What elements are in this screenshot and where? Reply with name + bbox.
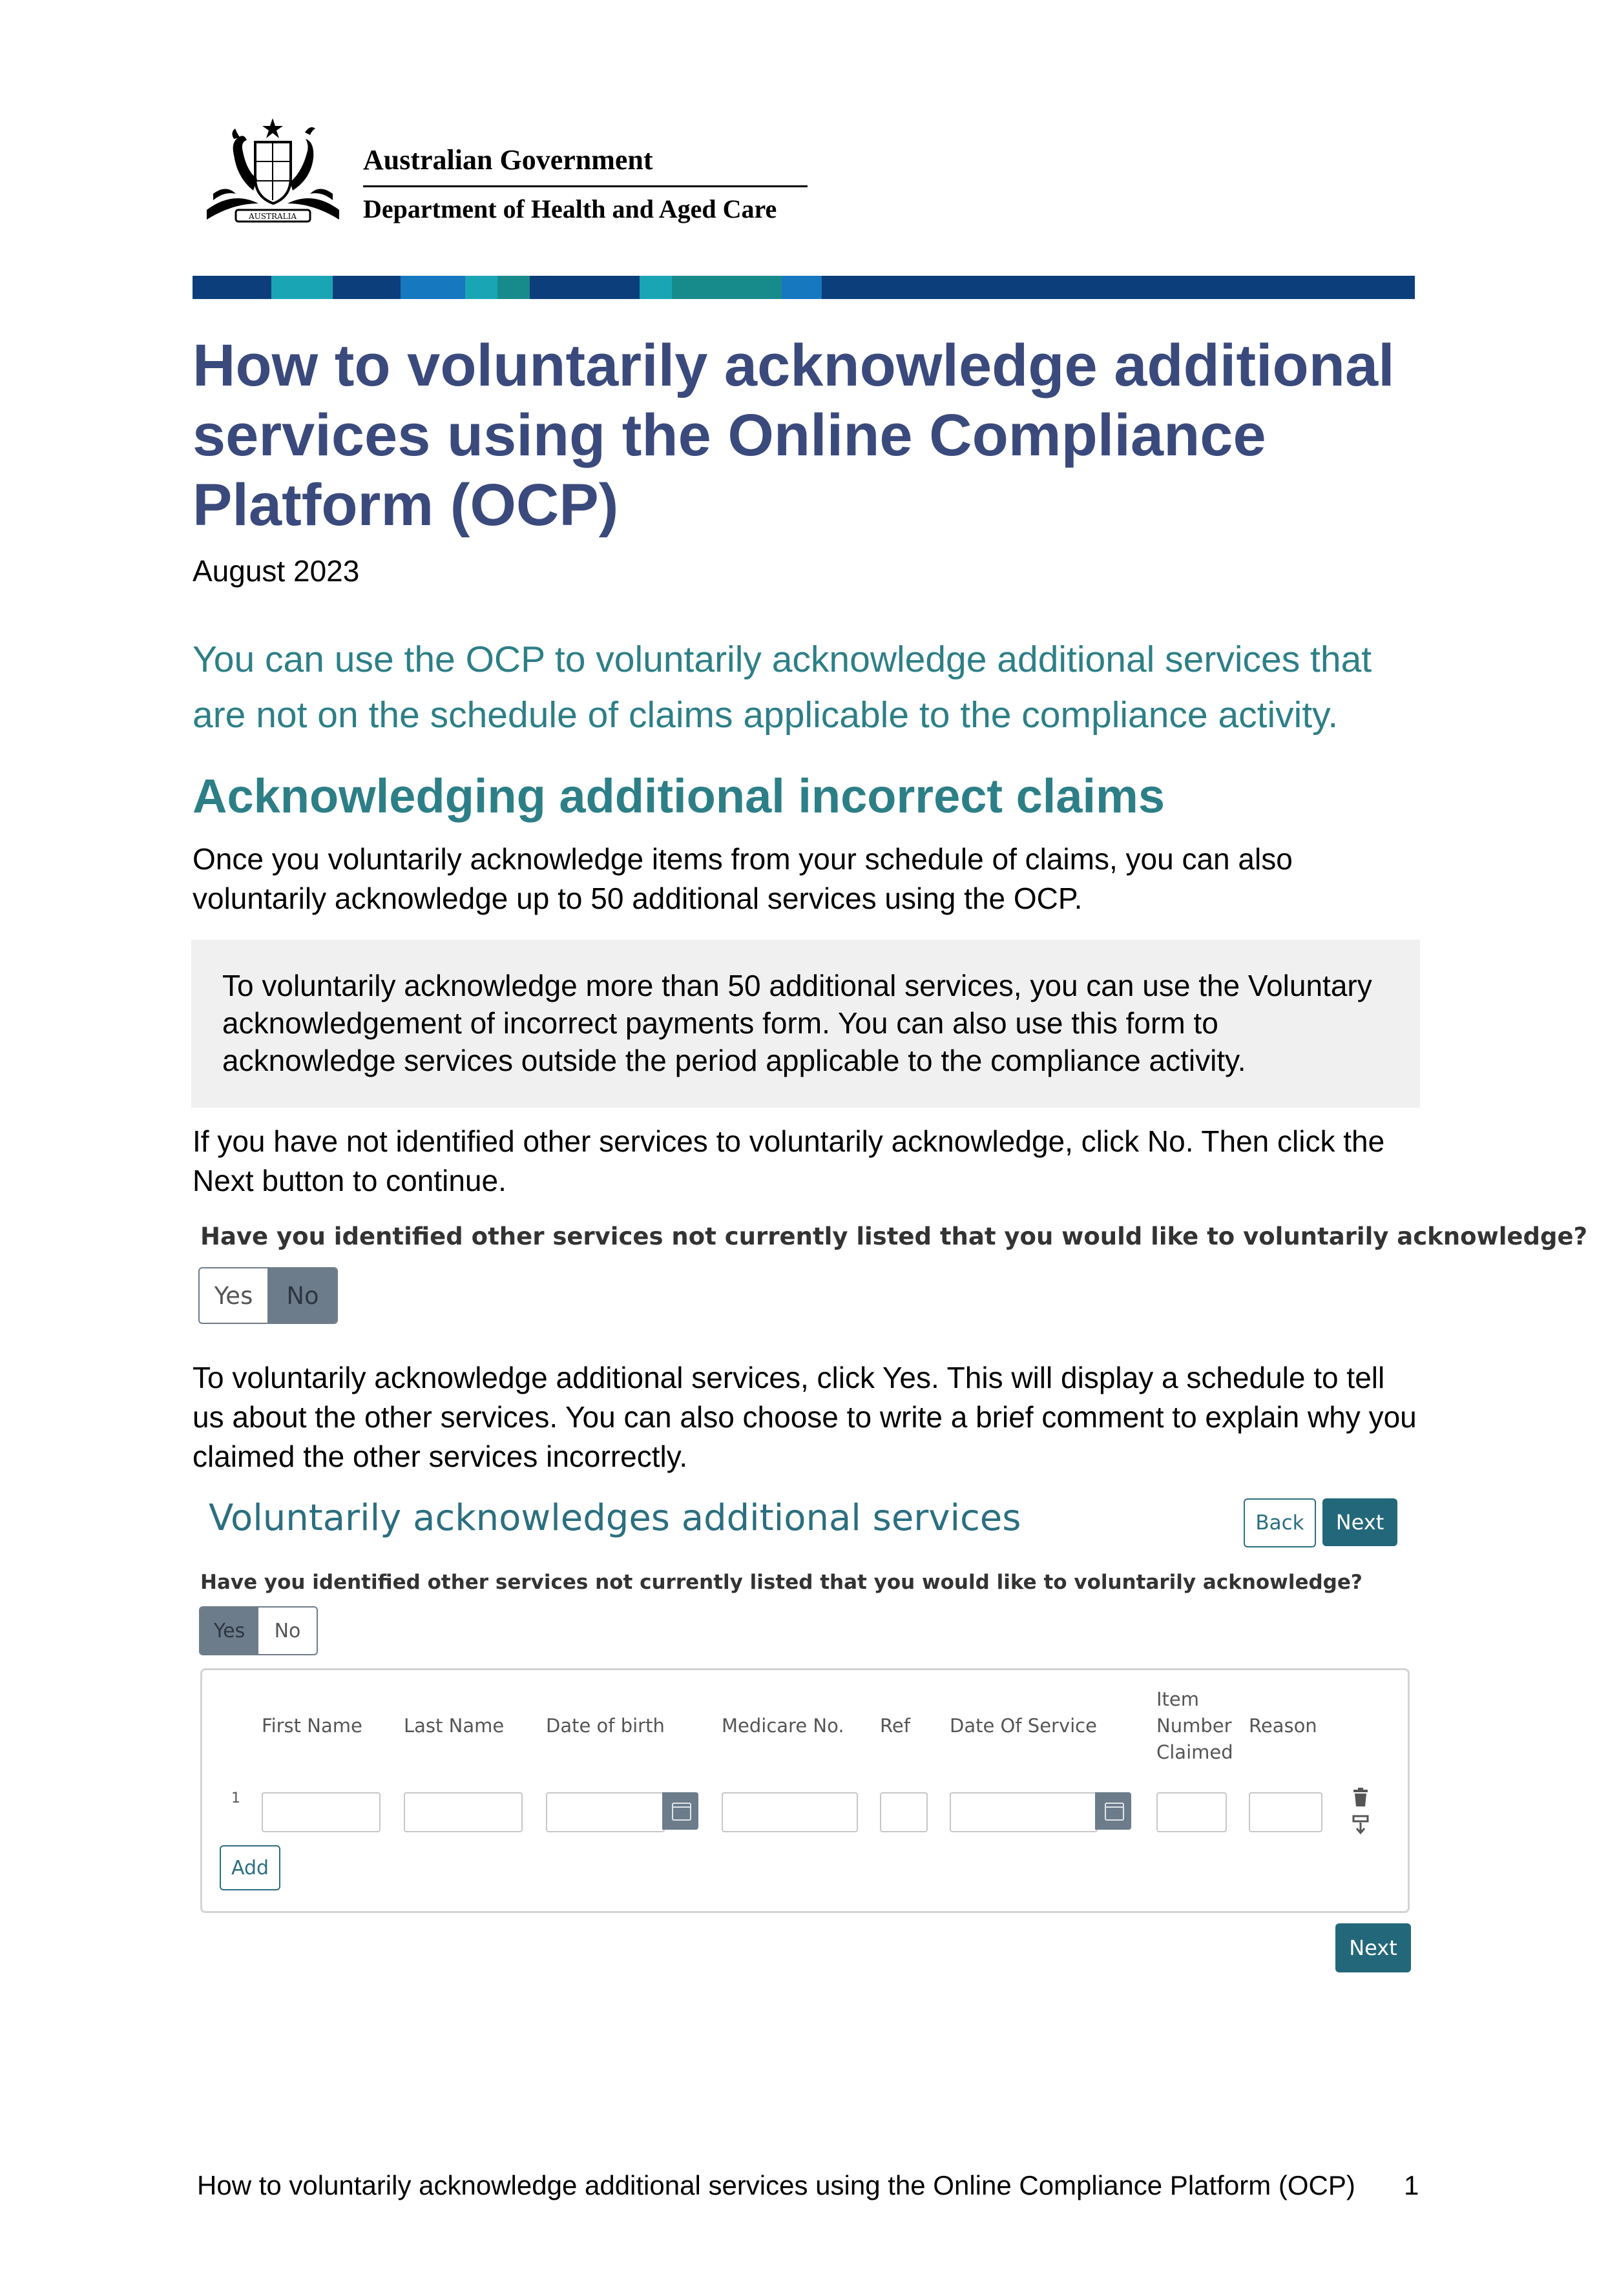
stripe-segment <box>333 276 401 299</box>
column-header-medicare-no: Medicare No. <box>722 1715 844 1737</box>
stripe-segment <box>640 276 672 299</box>
svg-text:AUSTRALIA: AUSTRALIA <box>248 212 297 221</box>
date-of-birth-input[interactable] <box>546 1792 665 1832</box>
no-option[interactable]: No <box>274 1619 301 1642</box>
stripe-segment <box>822 276 1415 299</box>
yes-option[interactable]: Yes <box>200 1268 269 1323</box>
footer-text: How to voluntarily acknowledge additional services using the Online Compliance Platform (OCP) <box>197 2170 1355 2200</box>
title-line: Platform (OCP) <box>193 472 619 538</box>
page-title <box>193 331 1420 540</box>
color-stripe-banner <box>193 276 1415 299</box>
next-button-bottom[interactable]: Next <box>1335 1923 1411 1972</box>
screenshot-question: Have you identified other services not currently listed that you would like to voluntarily acknowledge? <box>200 1223 1588 1250</box>
yes-no-toggle[interactable] <box>198 1267 338 1324</box>
callout-text: To voluntarily acknowledge more than 50 additional services, you can use the Voluntary acknowledgement of incorrect payments form. You can also use this form to acknowledge services outside the period applicable to the compliance activity. <box>222 969 1372 1077</box>
stripe-segment <box>530 276 640 299</box>
calendar-icon[interactable] <box>1095 1792 1131 1830</box>
page-number: 1 <box>1404 2170 1419 2200</box>
item-number-input[interactable] <box>1156 1792 1227 1832</box>
body-paragraph: If you have not identified other services to voluntarily acknowledge, click No. Then click the Next button to continue. <box>193 1124 1385 1197</box>
body-paragraph: Once you voluntarily acknowledge items from your schedule of claims, you can also voluntarily acknowledge up to 50 additional services using the OCP. <box>193 842 1293 915</box>
row-number: 1 <box>231 1790 240 1806</box>
stripe-segment <box>193 276 271 299</box>
medicare-no-input[interactable] <box>722 1792 858 1832</box>
no-option-selected[interactable]: No <box>269 1268 337 1323</box>
stripe-segment <box>782 276 822 299</box>
intro-paragraph: You can use the OCP to voluntarily acknowledge additional services that are not on the schedule of claims applicable to the compliance activity. <box>193 639 1372 736</box>
column-header-date-of-birth: Date of birth <box>546 1715 665 1737</box>
column-header-first-name: First Name <box>262 1715 362 1737</box>
coat-of-arms-logo <box>194 113 352 229</box>
header-line: Number <box>1156 1715 1232 1737</box>
ref-input[interactable] <box>880 1792 928 1832</box>
trash-icon[interactable] <box>1352 1788 1369 1807</box>
yes-no-toggle[interactable] <box>199 1606 318 1655</box>
stripe-segment <box>271 276 333 299</box>
stripe-segment <box>672 276 782 299</box>
body-paragraph: To voluntarily acknowledge additional services, click Yes. This will display a schedule to tell us about the other services. You can also choose to write a brief comment to explain why you claimed the other services incorrectly. <box>193 1361 1417 1473</box>
section-heading: Acknowledging additional incorrect claims <box>193 769 1165 823</box>
title-line: How to voluntarily acknowledge additional <box>193 333 1395 398</box>
callout-box <box>191 940 1420 1108</box>
reason-input[interactable] <box>1249 1792 1322 1832</box>
add-row-button[interactable]: Add <box>220 1845 280 1890</box>
calendar-icon[interactable] <box>662 1792 698 1830</box>
stripe-segment <box>497 276 530 299</box>
last-name-input[interactable] <box>404 1792 523 1832</box>
publication-date: August 2023 <box>193 554 360 588</box>
header-divider <box>363 185 808 187</box>
title-line: services using the Online Compliance <box>193 402 1266 468</box>
column-header-reason: Reason <box>1249 1715 1317 1737</box>
column-header-item-number-claimed <box>1156 1686 1233 1766</box>
stripe-segment <box>401 276 465 299</box>
screenshot-question: Have you identified other services not currently listed that you would like to voluntarily acknowledge? <box>200 1571 1363 1594</box>
back-button[interactable]: Back <box>1244 1498 1316 1547</box>
next-button[interactable]: Next <box>1322 1498 1397 1546</box>
department-name: Department of Health and Aged Care <box>363 194 777 223</box>
date-of-service-input[interactable] <box>950 1792 1098 1832</box>
header-line: Item <box>1156 1688 1200 1710</box>
insert-row-icon[interactable] <box>1352 1815 1369 1834</box>
yes-option-selected[interactable]: Yes <box>200 1608 258 1654</box>
first-name-input[interactable] <box>262 1792 381 1832</box>
stripe-segment <box>465 276 497 299</box>
government-name: Australian Government <box>363 144 653 176</box>
column-header-date-of-service: Date Of Service <box>950 1715 1097 1737</box>
column-header-last-name: Last Name <box>404 1715 505 1737</box>
header-line: Claimed <box>1156 1741 1233 1763</box>
column-header-ref: Ref <box>880 1715 910 1737</box>
screenshot-heading: Voluntarily acknowledges additional services <box>209 1497 1021 1539</box>
